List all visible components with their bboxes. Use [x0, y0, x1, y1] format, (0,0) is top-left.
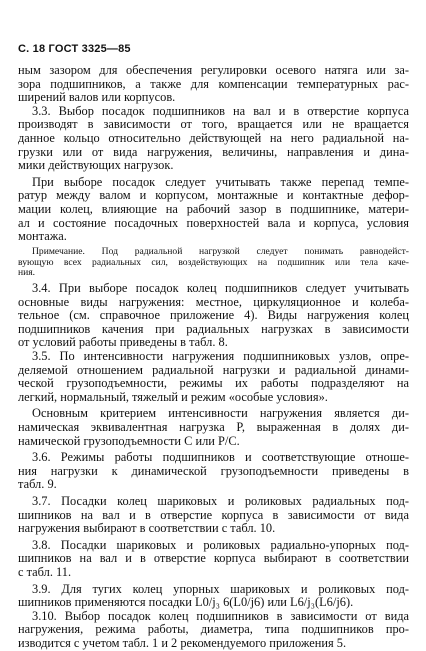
page-header: С. 18 ГОСТ 3325—85: [18, 43, 131, 55]
paragraph-3-4: [18, 282, 409, 350]
text-line: нагружения выбирают в соответствии с табл. 10.: [18, 521, 276, 536]
text-line: 3.9. Для тугих колец упорных шариковых и роликовых под-: [32, 581, 409, 596]
text-line: При выборе посадок следует учитывать также перепад темпе-: [32, 174, 409, 189]
text-line: ратур между валом и корпусом, монтажные и контактные дефор-: [18, 188, 409, 203]
text-line: ширений валов или корпусов.: [18, 90, 176, 105]
note-line: Примечание. Под радиальной нагрузкой следует понимать равнодейст-: [32, 245, 409, 257]
paragraph-temperature: [18, 176, 409, 244]
text-line: подшипников качения при радиальных нагрузках в зависимости: [18, 321, 409, 336]
text-line: 3.7. Посадки колец шариковых и роликовых радиальных под-: [32, 494, 409, 509]
paragraph-3-6: [18, 451, 409, 492]
text-line: намической грузоподъемности C или P/C.: [18, 433, 240, 448]
text-line: шипников на вал и в отверстие корпуса в зависимости от вида: [18, 507, 409, 522]
paragraph-3-8: [18, 539, 409, 580]
text-line: ния нагрузки к динамической грузоподъемности приведены в: [18, 463, 409, 478]
text-line: основные виды нагружения: местное, циркуляционное и колеба-: [18, 294, 409, 309]
note-line: вующую всех радиальных сил, воздействующих на подшипник или тела каче-: [18, 256, 409, 268]
paragraph-3-7: [18, 495, 409, 536]
text-line: 3.3. Выбор посадок подшипников на вал и в отверстие корпуса: [32, 103, 409, 118]
text-line: шипников на вал и в отверстие корпуса выбирают в соответствии: [18, 551, 409, 566]
paragraph-3-3: [18, 105, 409, 173]
text-line: табл. 9.: [18, 477, 57, 492]
paragraph-3-9: [18, 583, 409, 610]
text-line: ческой грузоподъемности, режимы их работы подразделяют на: [18, 376, 409, 391]
text-line: 3.8. Посадки шариковых и роликовых радиально-упорных под-: [32, 537, 409, 552]
text-line: легкий, нормальный, тяжелый и режим «особые условия».: [18, 389, 328, 404]
text-line: производят в зависимости от того, вращается или не вращается: [18, 117, 409, 132]
paragraph-continuation: [18, 64, 409, 105]
note-line: ния.: [18, 267, 36, 279]
paragraph-criterion: [18, 407, 409, 448]
document-body: [18, 64, 409, 651]
text-line: от условий работы приведены в табл. 8.: [18, 335, 228, 350]
paragraph-3-5: [18, 350, 409, 404]
text-line: деляемой отношением радиальной нагрузки и радиальной динами-: [18, 362, 409, 377]
text-line: 3.10. Выбор посадок колец подшипников в зависимости от вида: [32, 608, 409, 623]
text-line: зора подшипников, а также для компенсации температурных рас-: [18, 76, 409, 91]
note-paragraph: [18, 247, 409, 279]
text-line: нагружения, режима работы, диаметра, типа подшипников про-: [18, 622, 409, 637]
text-line: 3.5. По интенсивности нагружения подшипниковых узлов, опре-: [32, 349, 409, 364]
text-line: 3.4. При выборе посадок колец подшипников следует учитывать: [32, 281, 409, 296]
text-line: Основным критерием интенсивности нагружения является ди-: [32, 406, 409, 421]
text-line: ал и состояние посадочных поверхностей вала и корпуса, условия: [18, 215, 409, 230]
text-line: мики действующих нагрузок.: [18, 158, 174, 173]
paragraph-3-10: [18, 610, 409, 651]
text-line: монтажа.: [18, 229, 67, 244]
text-line: данное кольцо относительно действующей на него радиальной на-: [18, 130, 409, 145]
text-line: тельное (см. справочное приложение 4). Виды нагружения колец: [18, 308, 409, 323]
text-line: мации колец, влияющие на рабочий зазор в подшипнике, матери-: [18, 201, 409, 216]
text-line: ным зазором для обеспечения регулировки осевого натяга или за-: [18, 63, 409, 77]
text-line: изводится с учетом табл. 1 и 2 рекомендуемого приложения 5.: [18, 635, 347, 650]
text-line: грузки или от вида нагружения, величины, направления и дина-: [18, 144, 409, 159]
text-line: с табл. 11.: [18, 564, 72, 579]
text-line: шипников применяются посадки L0/j₃ 6(L0/j6) или L6/j₃(L6/j6).: [18, 595, 354, 610]
text-line: 3.6. Режимы работы подшипников и соответствующие отноше-: [32, 450, 409, 465]
text-line: намическая эквивалентная нагрузка P, выраженная в долях ди-: [18, 420, 409, 435]
